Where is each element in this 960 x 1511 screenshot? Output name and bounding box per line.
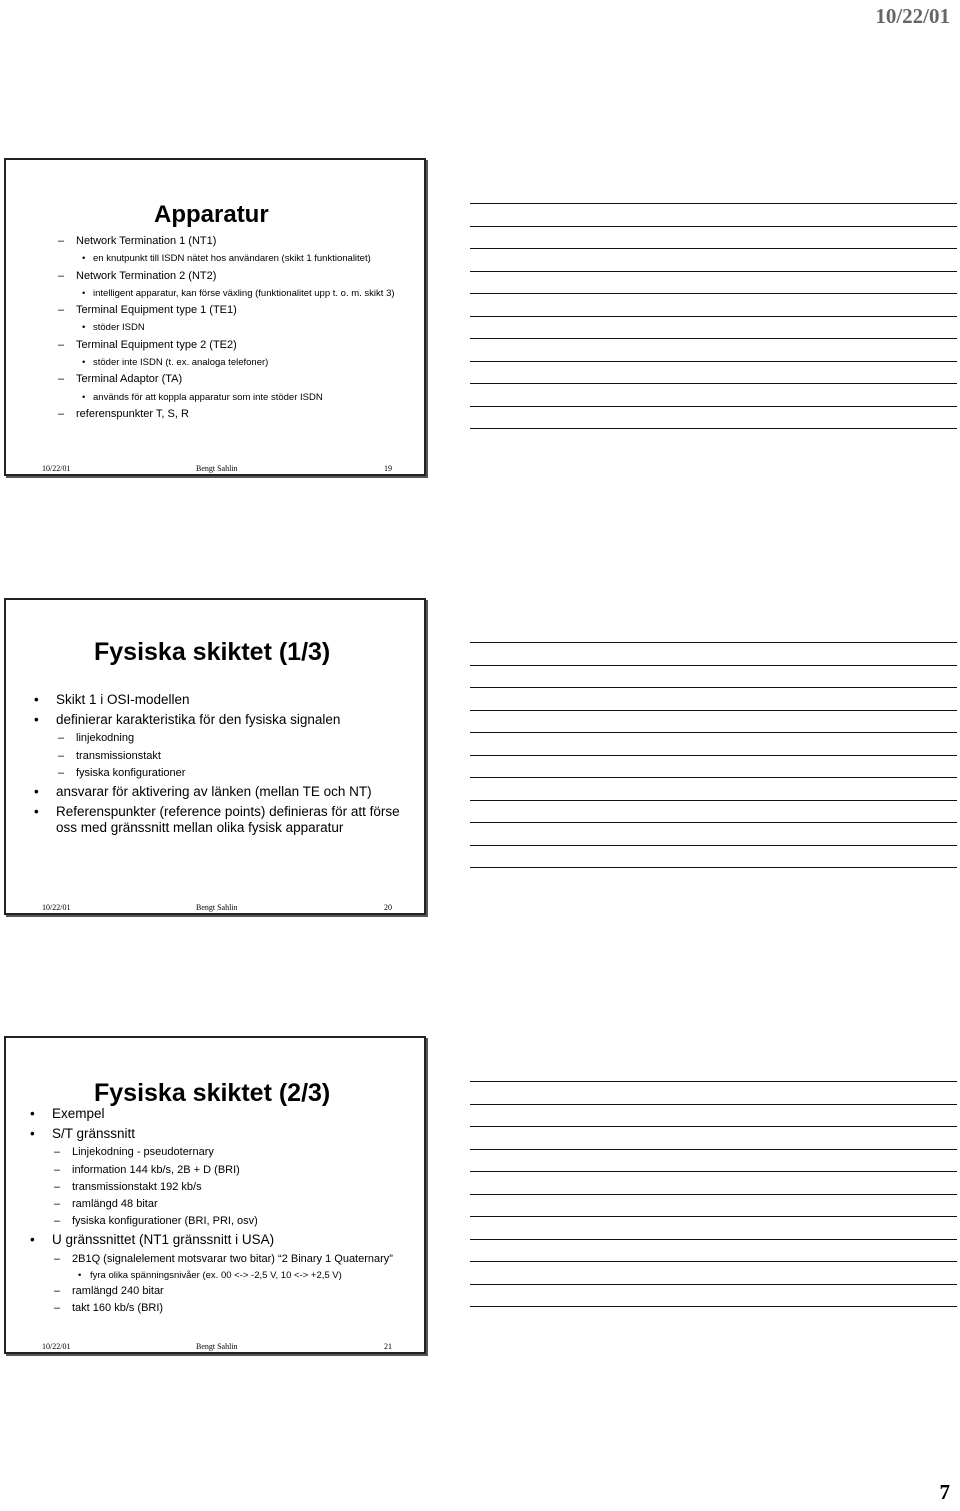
bullet-item: – Terminal Adaptor (TA) [6,373,418,386]
bullet-item: – fysiska konfigurationer (BRI, PRI, osv) [6,1215,418,1228]
bullet-item: – Terminal Equipment type 1 (TE1) [6,304,418,317]
footer-slide-number: 20 [384,903,392,912]
note-line [470,687,957,688]
note-line [470,845,957,846]
slide-fysiska-skiktet-1 [4,598,426,915]
bullet-item: – Terminal Equipment type 2 (TE2) [6,339,418,352]
slide-body [6,235,418,426]
bullet-item: – linjekodning [6,732,418,745]
footer-slide-number: 21 [384,1342,392,1351]
bullet-item: • intelligent apparatur, kan förse växling (funktionalitet upp t. o. m. skikt 3) [6,288,418,299]
bullet-item: – transmissionstakt 192 kb/s [6,1181,418,1194]
note-line [470,822,957,823]
bullet-item: • stöder inte ISDN (t. ex. analoga telefoner) [6,357,418,368]
note-line [470,1261,957,1262]
slide-title: Fysiska skiktet (1/3) [94,638,331,666]
bullet-item: – transmissionstakt [6,750,418,763]
footer-author: Bengt Sahlin [196,1342,238,1351]
footer-date: 10/22/01 [42,464,71,473]
bullet-item: – information 144 kb/s, 2B + D (BRI) [6,1164,418,1177]
note-line [470,665,957,666]
note-line [470,226,957,227]
bullet-item: • Exempel [6,1106,418,1122]
bullet-item: – fysiska konfigurationer [6,767,418,780]
note-line [470,800,957,801]
slide-body [6,692,418,841]
bullet-item: • definierar karakteristika för den fysiska signalen [6,712,418,728]
note-line [470,1126,957,1127]
bullet-item: • Referenspunkter (reference points) definieras för att förse oss med gränssnitt mellan olika fysisk apparatur [6,804,418,836]
bullet-item: • S/T gränssnitt [6,1126,418,1142]
note-line [470,1149,957,1150]
bullet-item: • ansvarar för aktivering av länken (mellan TE och NT) [6,784,418,800]
slide-title: Apparatur [154,201,269,228]
note-line [470,271,957,272]
bullet-item: – ramlängd 240 bitar [6,1285,418,1298]
note-line [470,777,957,778]
note-line [470,406,957,407]
bullet-item: • fyra olika spänningsnivåer (ex. 00 <-> -2,5 V, 10 <-> +2,5 V) [6,1270,418,1281]
slide-title: Fysiska skiktet (2/3) [94,1079,331,1107]
note-line [470,755,957,756]
bullet-item: – Network Termination 2 (NT2) [6,270,418,283]
slide-fysiska-skiktet-2 [4,1036,426,1354]
slide-apparatur [4,158,426,476]
slide-body [6,1106,418,1319]
note-line [470,248,957,249]
bullet-item: – 2B1Q (signalelement motsvarar two bitar) “2 Binary 1 Quaternary” [6,1253,418,1266]
page-date: 10/22/01 [875,4,950,28]
note-line [470,732,957,733]
note-line [470,1171,957,1172]
note-line [470,361,957,362]
note-line [470,1284,957,1285]
page-number: 7 [939,1480,950,1504]
footer-slide-number: 19 [384,464,392,473]
note-line [470,1081,957,1082]
bullet-item: • en knutpunkt till ISDN nätet hos användaren (skikt 1 funktionalitet) [6,253,418,264]
bullet-item: • U gränssnittet (NT1 gränssnitt i USA) [6,1232,418,1248]
note-line [470,338,957,339]
bullet-item: – ramlängd 48 bitar [6,1198,418,1211]
note-line [470,1216,957,1217]
note-line [470,383,957,384]
footer-author: Bengt Sahlin [196,903,238,912]
bullet-item: • används för att koppla apparatur som inte stöder ISDN [6,392,418,403]
note-line [470,316,957,317]
note-line [470,867,957,868]
note-line [470,1104,957,1105]
note-line [470,203,957,204]
bullet-item: – takt 160 kb/s (BRI) [6,1302,418,1315]
footer-date: 10/22/01 [42,1342,71,1351]
note-line [470,1194,957,1195]
bullet-item: – Network Termination 1 (NT1) [6,235,418,248]
note-line [470,642,957,643]
bullet-item: • Skikt 1 i OSI-modellen [6,692,418,708]
bullet-item: – referenspunkter T, S, R [6,408,418,421]
note-line [470,293,957,294]
bullet-item: – Linjekodning - pseudoternary [6,1146,418,1159]
note-line [470,710,957,711]
note-line [470,428,957,429]
note-line [470,1239,957,1240]
bullet-item: • stöder ISDN [6,322,418,333]
footer-author: Bengt Sahlin [196,464,238,473]
footer-date: 10/22/01 [42,903,71,912]
note-line [470,1306,957,1307]
